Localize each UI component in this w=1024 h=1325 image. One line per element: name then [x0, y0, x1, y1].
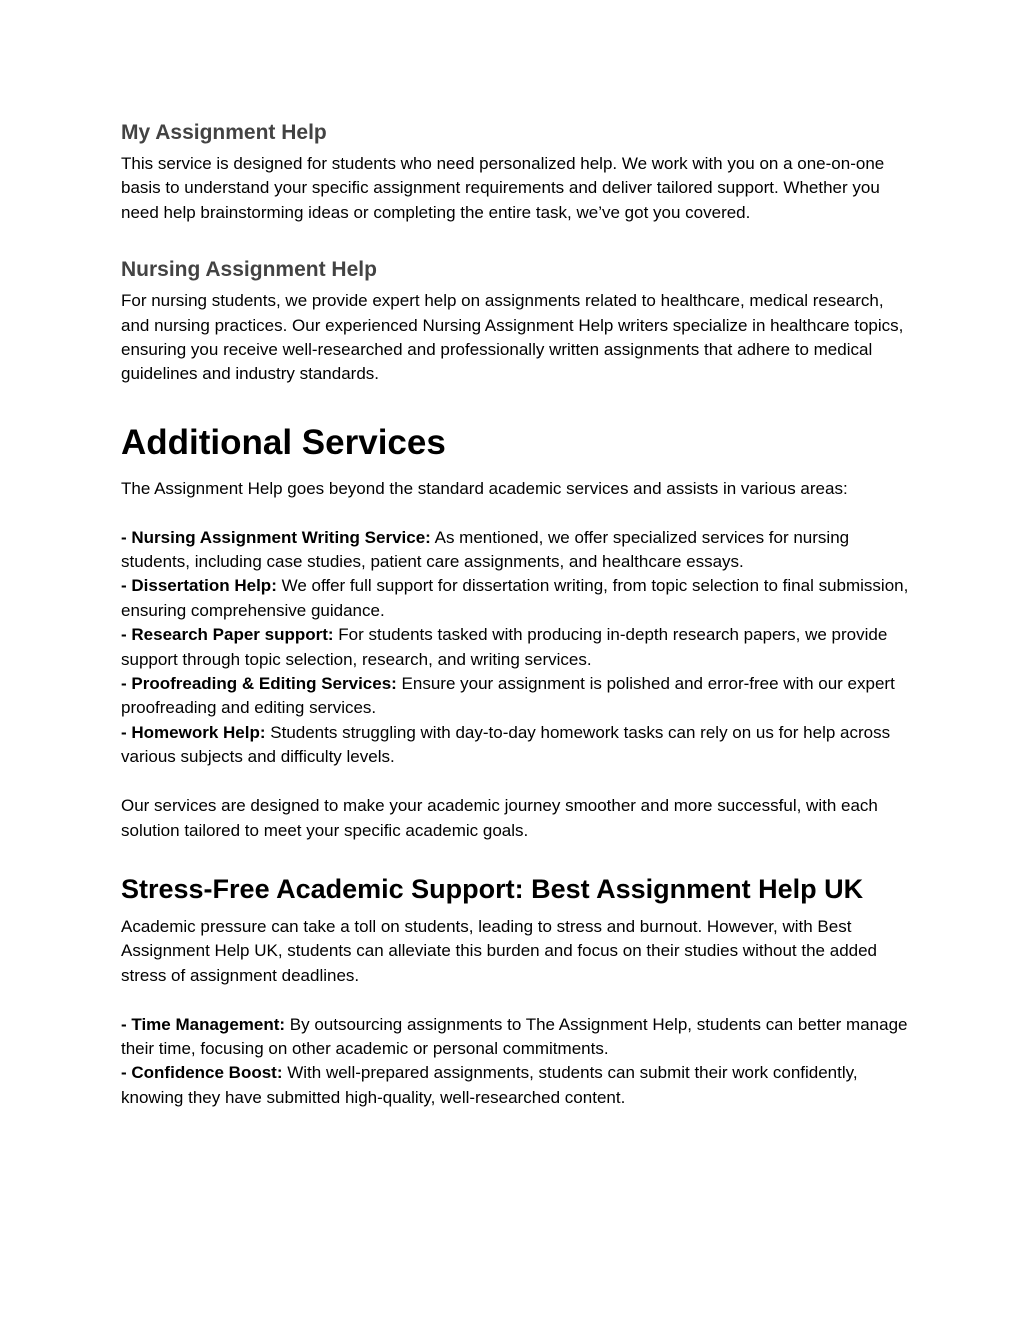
service-item-label: - Homework Help: — [121, 722, 266, 742]
additional-services-intro: The Assignment Help goes beyond the standard academic services and assists in various areas: — [121, 478, 848, 498]
my-assignment-heading: My Assignment Help — [121, 121, 327, 144]
additional-services-heading: Additional Services — [121, 422, 446, 462]
service-item-label: - Research Paper support: — [121, 625, 334, 645]
stress-free-intro: Academic pressure can take a toll on students, leading to stress and burnout. However, with Best Assignment Help UK, students can alleviate this burden and focus on their studies without the added stress of assignment deadlines. — [121, 916, 878, 985]
service-item-label: - Proofreading & Editing Services: — [121, 674, 397, 694]
service-item-dissertation — [121, 574, 911, 623]
benefit-item-confidence-boost — [121, 1061, 911, 1110]
benefit-item-time-management — [121, 1013, 911, 1062]
service-item-text: We offer full support for dissertation writing, from topic selection to final submission, ensuring comprehensive guidance. — [121, 576, 909, 620]
service-item-research-paper — [121, 623, 911, 672]
additional-services-closing: Our services are designed to make your academic journey smoother and more successful, with each solution tailored to meet your specific academic goals. — [121, 796, 878, 840]
stress-free-heading: Stress-Free Academic Support: Best Assignment Help UK — [121, 873, 864, 904]
service-item-text: As mentioned, we offer specialized services for nursing students, including case studies, patient care assignments, and healthcare essays. — [121, 527, 850, 572]
benefit-item-text: By outsourcing assignments to The Assignment Help, students can better manage their time, focusing on other academic or personal commitments. — [121, 1014, 908, 1058]
service-item-nursing-writing — [121, 526, 911, 575]
service-item-proofreading — [121, 672, 911, 721]
service-item-label: - Dissertation Help: — [121, 576, 277, 596]
benefit-item-label: - Confidence Boost: — [121, 1063, 283, 1083]
document-page — [121, 118, 911, 1110]
nursing-assignment-body: For nursing students, we provide expert help on assignments related to healthcare, medical research, and nursing practices. Our experienced Nursing Assignment Help writers specialize in healthcare topics, ensuring you receive well-researched and professionally written assignments that adhere to medical guidelines and industry standards. — [121, 291, 904, 384]
service-item-text: Students struggling with day-to-day homework tasks can rely on us for help across various subjects and difficulty levels. — [121, 722, 891, 767]
nursing-assignment-heading: Nursing Assignment Help — [121, 258, 377, 282]
service-item-text: For students tasked with producing in-depth research papers, we provide support through topic selection, research, and writing services. — [121, 625, 888, 669]
service-item-text: Ensure your assignment is polished and error-free with our expert proofreading and editing services. — [121, 674, 895, 718]
benefit-item-text: With well-prepared assignments, students can submit their work confidently, knowing they have submitted high-quality, well-researched content. — [121, 1063, 858, 1107]
my-assignment-body: This service is designed for students who need personalized help. We work with you on a one-on-one basis to understand your specific assignment requirements and deliver tailored support. Whether you need help brainstorming ideas or completing the entire task, we’ve got you covered. — [121, 154, 885, 222]
service-item-homework — [121, 721, 911, 770]
service-item-label: - Nursing Assignment Writing Service: — [121, 527, 431, 547]
benefit-item-label: - Time Management: — [121, 1014, 286, 1034]
